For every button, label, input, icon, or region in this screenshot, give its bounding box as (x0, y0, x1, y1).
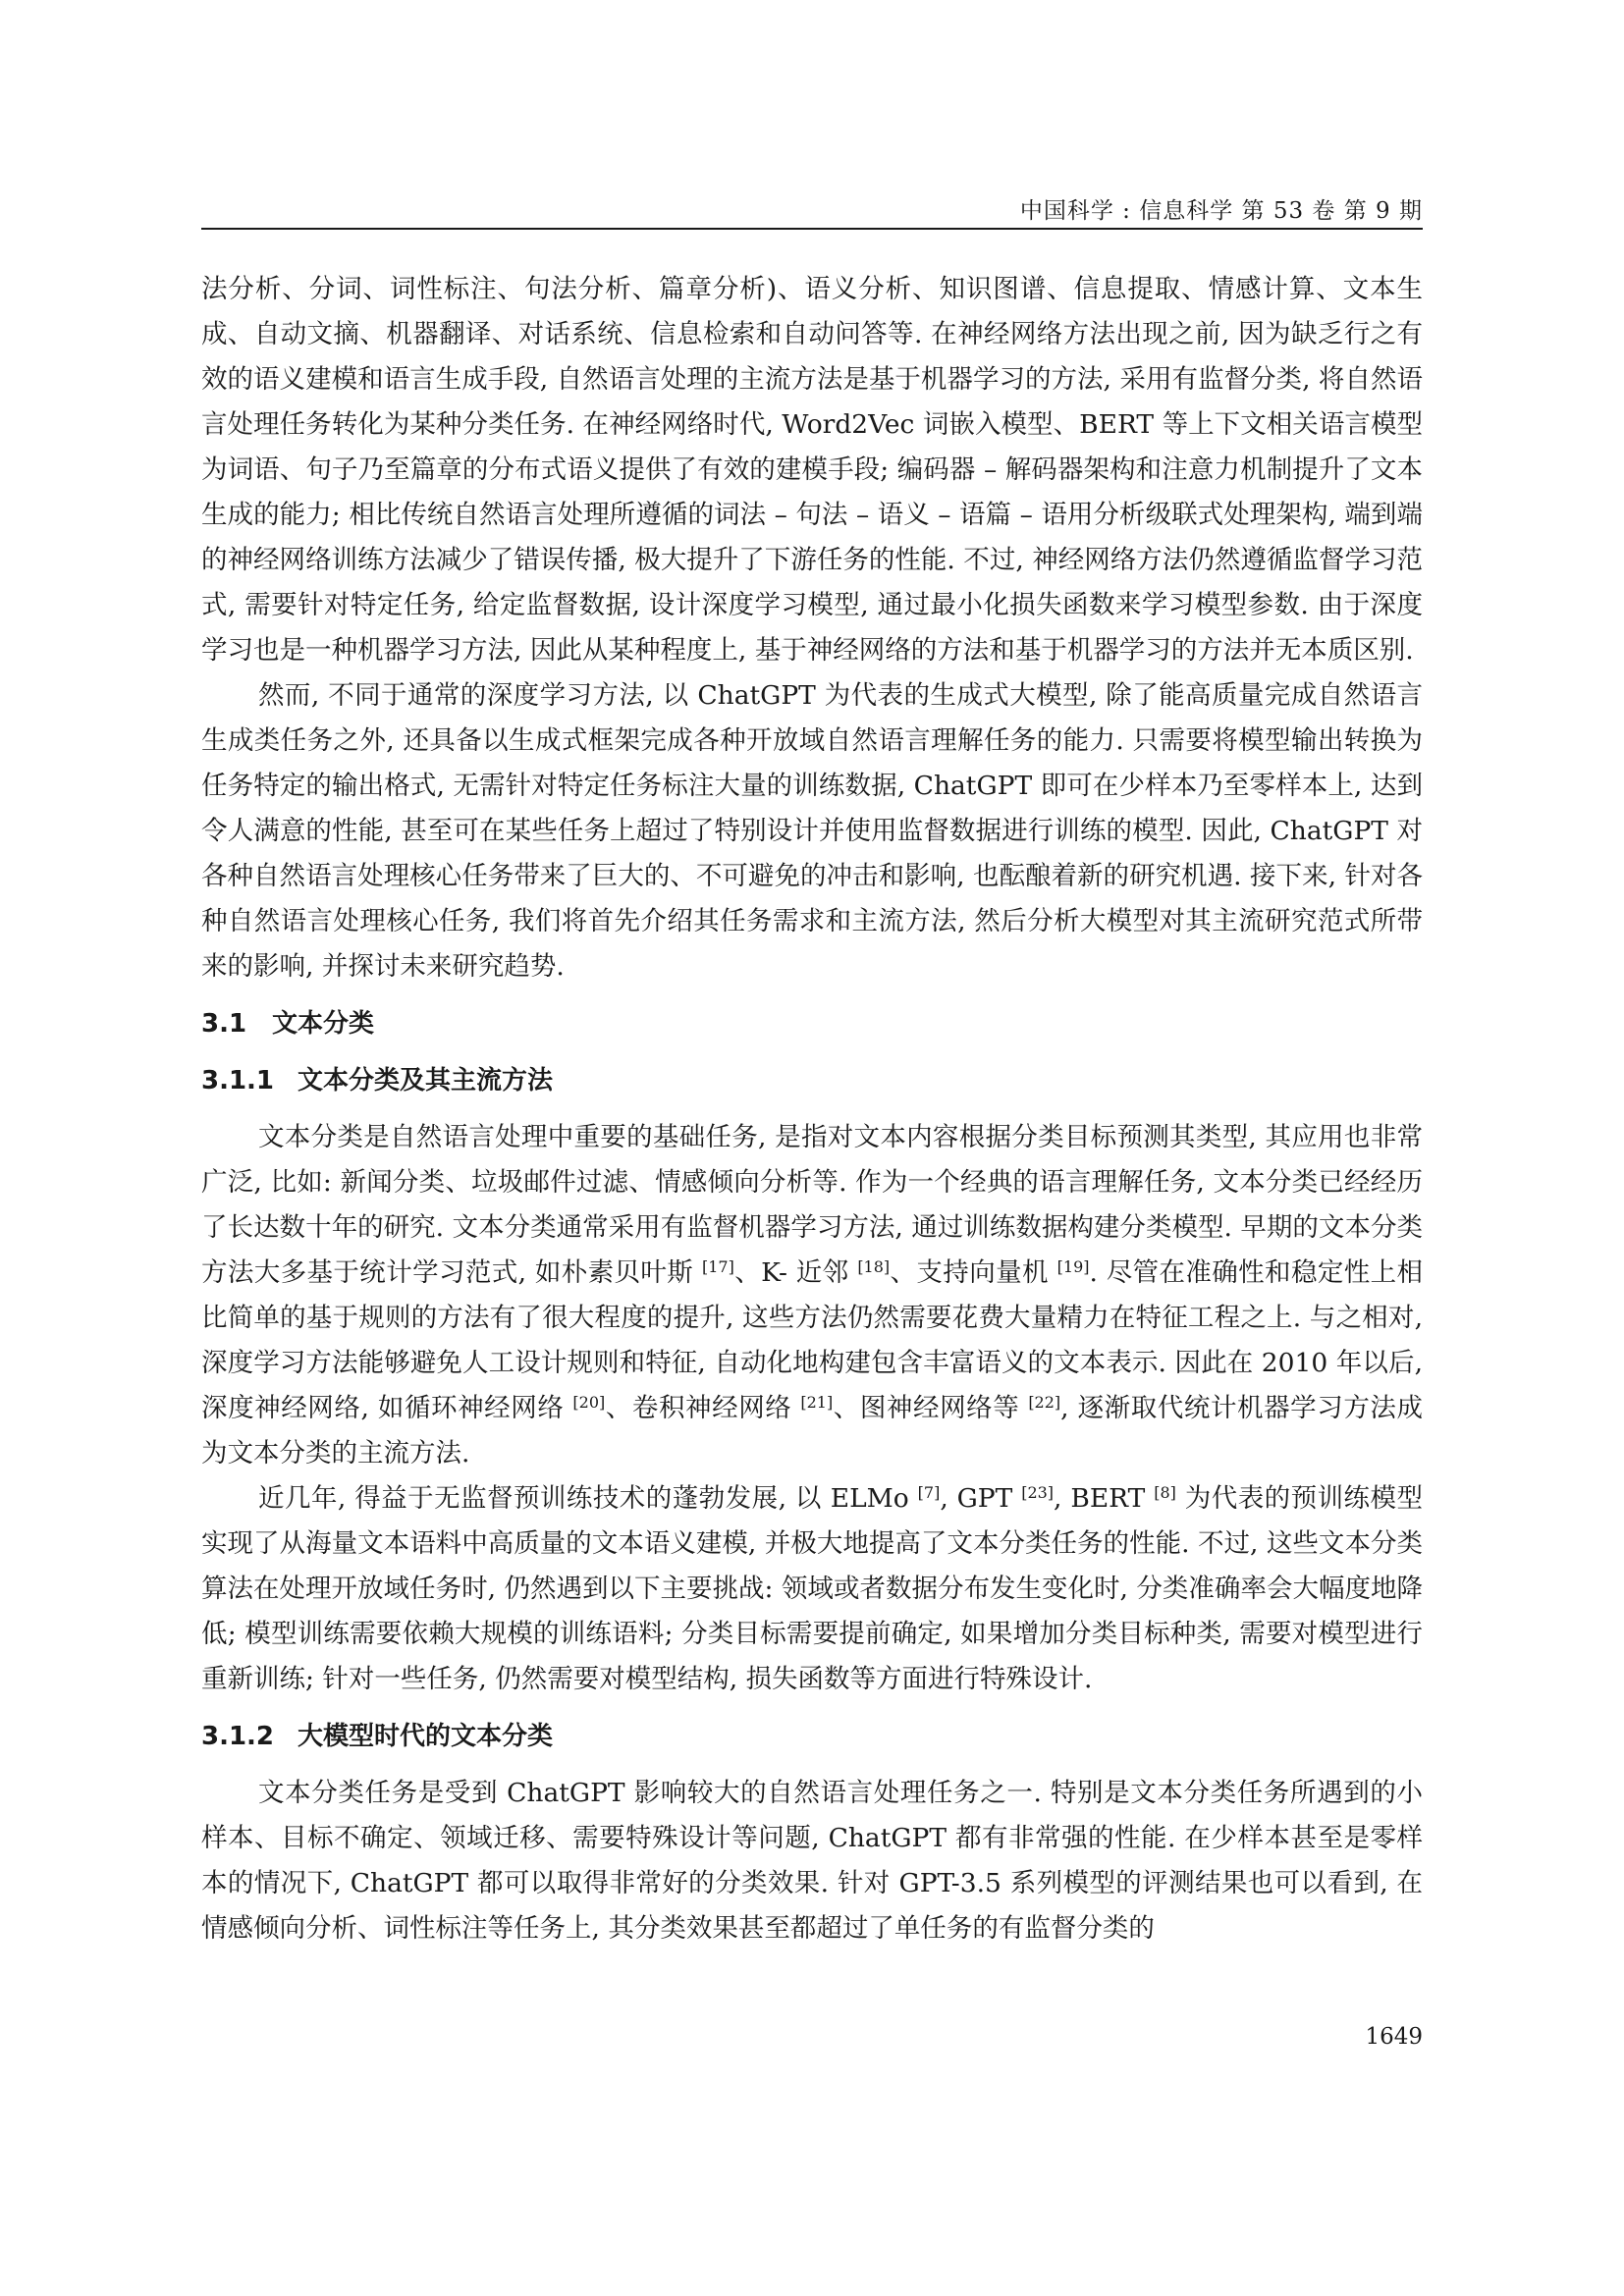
text-segment: 文本分类是自然语言处理中重要的基础任务, 是指对文本内容根据分类目标预测其类型, 其应用也非常广泛, 比如: 新闻分类、垃圾邮件过滤、情感倾向分析等. 作为一个经典的语言理解任务, 文本分类已经经历了长达数十年的研究. 文本分类通常采用有监督机器学习方法, 通过训练数据构建分类模型. 早期的文本分类方法大多基于统计学习范式, 如朴素贝叶斯 (201, 1122, 1423, 1288)
header-rule (201, 228, 1423, 230)
subsection-heading-3-1-1 (201, 1058, 1423, 1103)
text-segment: , 逐渐取代统计机器学习方法成为文本分类的主流方法. (201, 1393, 1423, 1468)
text-segment: 近几年, 得益于无监督预训练技术的蓬勃发展, 以 ELMo (258, 1483, 918, 1514)
citation: [21] (800, 1393, 834, 1412)
citation: [7] (917, 1483, 941, 1502)
body-text (201, 267, 1423, 1951)
text-segment: 、K- 近邻 (733, 1257, 858, 1288)
citation: [17] (701, 1257, 734, 1276)
text-segment: 、图神经网络等 (833, 1393, 1029, 1423)
running-head: 中国科学 : 信息科学 第 53 卷 第 9 期 (1019, 198, 1423, 224)
paragraph-pretraining (201, 1476, 1423, 1702)
citation: [22] (1028, 1393, 1061, 1412)
text-segment: , BERT (1054, 1483, 1155, 1514)
text-segment: 、支持向量机 (890, 1257, 1057, 1288)
subsection-number: 3.1.1 (201, 1066, 275, 1095)
section-title: 文本分类 (272, 1009, 375, 1039)
citation: [19] (1056, 1257, 1090, 1276)
section-heading-3-1 (201, 1001, 1423, 1046)
citation: [18] (857, 1257, 891, 1276)
text-segment: 、卷积神经网络 (605, 1393, 801, 1423)
subsection-title: 文本分类及其主流方法 (298, 1066, 554, 1095)
section-number: 3.1 (201, 1009, 247, 1039)
paragraph-continued: 法分析、分词、词性标注、句法分析、篇章分析)、语义分析、知识图谱、信息提取、情感计算、文本生成、自动文摘、机器翻译、对话系统、信息检索和自动问答等. 在神经网络方法出现之前, 因为缺乏行之有效的语义建模和语言生成手段, 自然语言处理的主流方法是基于机器学习的方法, 采用有监督分类, 将自然语言处理任务转化为某种分类任务. 在神经网络时代, Word2Vec 词嵌入模型、BERT 等上下文相关语言模型为词语、句子乃至篇章的分布式语义提供了有效的建模手段; 编码器 – 解码器架构和注意力机制提升了文本生成的能力; 相比传统自然语言处理所遵循的词法 – 句法 – 语义 – 语篇 – 语用分析级联式处理架构, 端到端的神经网络训练方法减少了错误传播, 极大提升了下游任务的性能. 不过, 神经网络方法仍然遵循监督学习范式, 需要针对特定任务, 给定监督数据, 设计深度学习模型, 通过最小化损失函数来学习模型参数. 由于深度学习也是一种机器学习方法, 因此从某种程度上, 基于神经网络的方法和基于机器学习的方法并无本质区别. (201, 274, 1423, 666)
paragraph-text-classification (201, 1115, 1423, 1476)
subsection-heading-3-1-2 (201, 1714, 1423, 1759)
text-segment: , GPT (940, 1483, 1022, 1514)
citation: [23] (1021, 1483, 1055, 1502)
text-segment: . 尽管在准确性和稳定性上相比简单的基于规则的方法有了很大程度的提升, 这些方法仍然需要花费大量精力在特征工程之上. 与之相对, 深度学习方法能够避免人工设计规则和特征, 自动化地构建包含丰富语义的文本表示. 因此在 2010 年以后, 深度神经网络, 如循环神经网络 (201, 1257, 1423, 1423)
text-segment: 为代表的预训练模型实现了从海量文本语料中高质量的文本语义建模, 并极大地提高了文本分类任务的性能. 不过, 这些文本分类算法在处理开放域任务时, 仍然遇到以下主要挑战: 领域或者数据分布发生变化时, 分类准确率会大幅度地降低; 模型训练需要依赖大规模的训练语料; 分类目标需要提前确定, 如果增加分类目标种类, 需要对模型进行重新训练; 针对一些任务, 仍然需要对模型结构, 损失函数等方面进行特殊设计. (201, 1483, 1423, 1694)
paragraph-chatgpt-intro: 然而, 不同于通常的深度学习方法, 以 ChatGPT 为代表的生成式大模型, 除了能高质量完成自然语言生成类任务之外, 还具备以生成式框架完成各种开放域自然语言理解任务的能力. 只需要将模型输出转换为任务特定的输出格式, 无需针对特定任务标注大量的训练数据, ChatGPT 即可在少样本乃至零样本上, 达到令人满意的性能, 甚至可在某些任务上超过了特别设计并使用监督数据进行训练的模型. 因此, ChatGPT 对各种自然语言处理核心任务带来了巨大的、不可避免的冲击和影响, 也酝酿着新的研究机遇. 接下来, 针对各种自然语言处理核心任务, 我们将首先介绍其任务需求和主流方法, 然后分析大模型对其主流研究范式所带来的影响, 并探讨未来研究趋势. (201, 680, 1423, 982)
citation: [20] (572, 1393, 606, 1412)
subsection-title: 大模型时代的文本分类 (298, 1722, 554, 1751)
page-number: 1649 (1365, 2024, 1423, 2050)
citation: [8] (1154, 1483, 1176, 1502)
subsection-number: 3.1.2 (201, 1722, 275, 1751)
paragraph-llm-classification: 文本分类任务是受到 ChatGPT 影响较大的自然语言处理任务之一. 特别是文本分类任务所遇到的小样本、目标不确定、领域迁移、需要特殊设计等问题, ChatGPT 都有非常强的性能. 在少样本甚至是零样本的情况下, ChatGPT 都可以取得非常好的分类效果. 针对 GPT-3.5 系列模型的评测结果也可以看到, 在情感倾向分析、词性标注等任务上, 其分类效果甚至都超过了单任务的有监督分类的 (201, 1778, 1423, 1944)
